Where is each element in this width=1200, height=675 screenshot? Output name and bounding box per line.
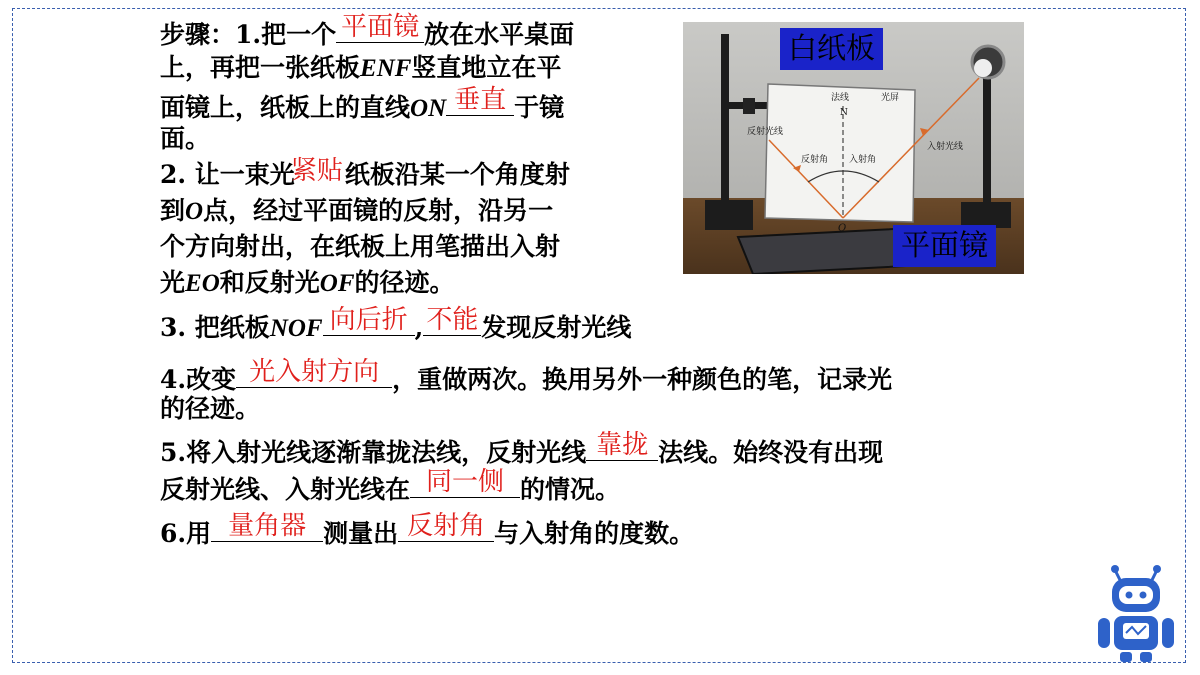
answer-blank-fold[interactable] <box>323 304 415 336</box>
robot-mascot-icon <box>1088 560 1184 666</box>
step1-line2: 上，再把一张纸板ENF竖直地立在平 <box>160 53 562 82</box>
answer-fold: 向后折 <box>329 304 408 334</box>
step6-line: 6.用 量角器 测量出 反射角 与入射角的度数。 <box>160 510 695 548</box>
step1-line4: 面。 <box>160 124 211 153</box>
n-label: N <box>840 108 848 118</box>
reflect-angle-label: 反射角 <box>801 155 829 165</box>
answer-angle: 反射角 <box>407 510 486 540</box>
step1-line3: 面镜上，纸板上的直线ON 垂直 于镜 <box>160 84 565 122</box>
answer-blank-direction[interactable] <box>236 356 392 388</box>
o-label: O <box>838 223 847 234</box>
incident-angle-label: 入射角 <box>849 155 877 165</box>
answer-direction: 光入射方向 <box>249 356 380 386</box>
step2-line2: 到O点，经过平面镜的反射，沿另一 <box>160 196 554 225</box>
answer-blank-vertical[interactable] <box>446 84 514 116</box>
screen-label: 光屏 <box>881 93 900 103</box>
answer-mirror: 平面镜 <box>341 11 420 41</box>
answer-close: 紧贴 <box>290 155 343 185</box>
answer-tool: 量角器 <box>228 510 307 540</box>
label-plane-mirror: 平面镜 <box>893 225 996 267</box>
answer-cannot: 不能 <box>426 304 479 334</box>
answer-blank-mirror[interactable] <box>336 11 424 43</box>
normal-label: 法线 <box>831 93 850 103</box>
label-white-board: 白纸板 <box>780 28 883 70</box>
step4-line2: 的径迹。 <box>160 394 261 423</box>
answer-near: 靠拢 <box>596 429 649 459</box>
step5-line1: 5.将入射光线逐渐靠拢法线，反射光线 靠拢 法线。始终没有出现 <box>160 429 884 467</box>
answer-vertical: 垂直 <box>454 84 507 114</box>
answer-blank-near[interactable] <box>586 429 658 461</box>
answer-side: 同一侧 <box>426 466 505 496</box>
step2-line4: 光EO和反射光OF的径迹。 <box>160 268 455 297</box>
incident-ray-label: 入射光线 <box>927 142 964 152</box>
answer-blank-tool[interactable] <box>211 510 323 542</box>
answer-blank-cannot[interactable] <box>423 304 481 336</box>
step2-line3: 个方向射出，在纸板上用笔描出入射 <box>160 232 561 261</box>
step5-line2: 反射光线、入射光线在 同一侧 的情况。 <box>160 466 621 504</box>
step4-line1: 4.改变 光入射方向 ，重做两次。换用另外一种颜色的笔，记录光 <box>160 356 893 394</box>
step1-line1: 步骤：1.把一个 平面镜 放在水平桌面 <box>160 11 575 49</box>
experiment-photo <box>683 22 1024 274</box>
answer-blank-side[interactable] <box>410 466 520 498</box>
step3-line: 3. 把纸板NOF 向后折 , 不能 发现反射光线 <box>160 304 632 342</box>
step2-line1: 2. 让一束光 紧贴 纸板沿某一个角度射 <box>160 155 570 189</box>
answer-blank-angle[interactable] <box>398 510 494 542</box>
reflect-ray-label: 反射光线 <box>747 127 784 137</box>
